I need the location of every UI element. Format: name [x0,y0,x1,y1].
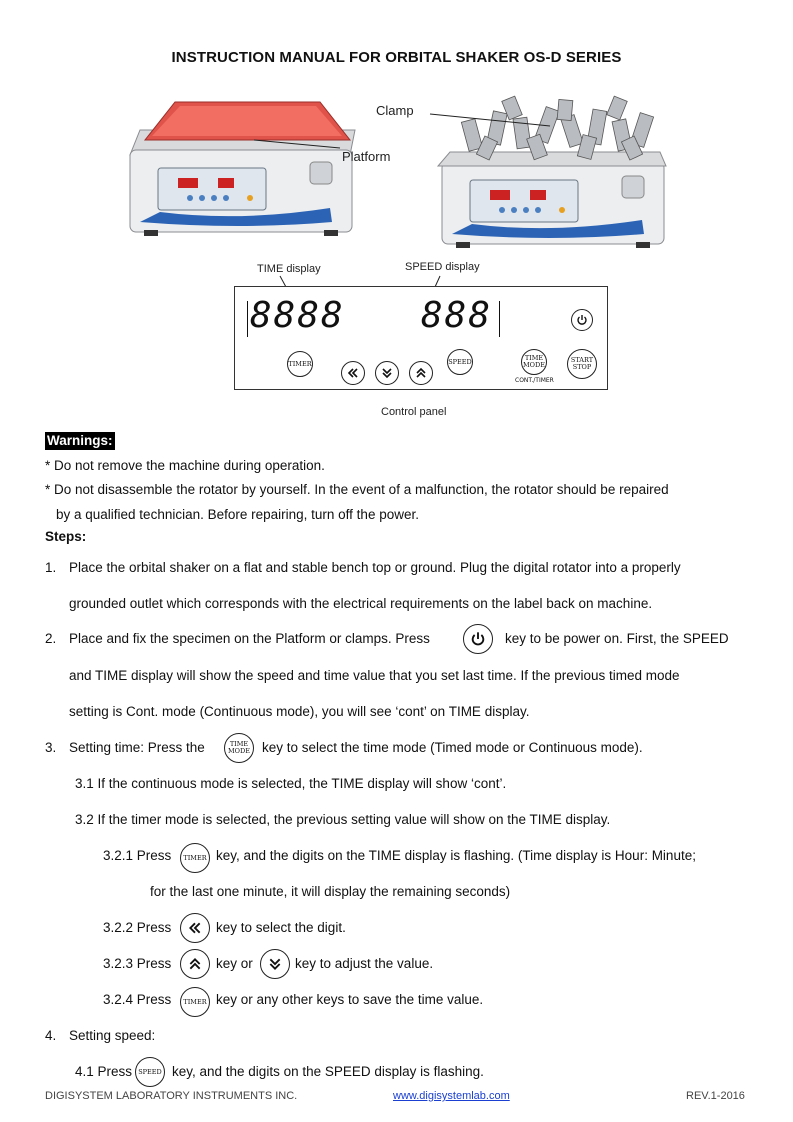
speed-display-label: SPEED display [405,261,480,273]
step-3-2-1-continued: for the last one minute, it will display the remaining seconds) [150,884,511,899]
step-number: 2. [45,631,57,646]
step-3-2-3: key to adjust the value. [295,956,434,971]
inline-timer-key: TIMER [180,843,210,873]
time-display-label: TIME display [257,263,321,275]
step-number: 1. [45,560,57,575]
page-title: INSTRUCTION MANUAL FOR ORBITAL SHAKER OS-D SERIES [171,49,622,66]
inline-timer-key: TIMER [180,987,210,1017]
step-4-1: key, and the digits on the SPEED display is flashing. [172,1064,484,1079]
warnings-heading: Warnings: [47,433,113,448]
double-chevron-up-icon [415,367,427,379]
shaker-with-platform-image [130,102,355,236]
step-3-2-3: key or [216,956,253,971]
step-3-1: 3.1 If the continuous mode is selected, the TIME display will show ‘cont’. [75,776,507,791]
step-3-2-1: 3.2.1 Press [103,848,172,863]
step-2-line: setting is Cont. mode (Continuous mode), you will see ‘cont’ on TIME display. [69,704,530,719]
platform-label: Platform [342,149,391,164]
step-3-2-1: key, and the digits on the TIME display is flashing. (Time display is Hour: Minute; [216,848,696,863]
step-3-2-2: key to select the digit. [216,920,346,935]
step-3-2-4: 3.2.4 Press [103,992,172,1007]
steps-heading: Steps: [45,529,87,544]
step-3-2-2: 3.2.2 Press [103,920,172,935]
time-display: 8888 [250,295,345,336]
footer-company: DIGISYSTEM LABORATORY INSTRUMENTS INC. [45,1090,298,1102]
double-chevron-up-icon [188,957,202,971]
down-button[interactable] [375,361,399,385]
step-3-line: Setting time: Press the [69,740,205,755]
step-2-line: Place and fix the specimen on the Platform or clamps. Press [69,631,430,646]
double-chevron-left-icon [188,921,202,935]
footer-url-link[interactable]: www.digisystemlab.com [393,1090,510,1102]
step-2-line: and TIME display will show the speed and time value that you set last time. If the previous timed mode [69,668,680,683]
warning-item: * Do not disassemble the rotator by yourself. In the event of a malfunction, the rotator should be repaired [45,482,669,497]
step-3-2: 3.2 If the timer mode is selected, the previous setting value will show on the TIME display. [75,812,611,827]
footer-revision: REV.1-2016 [686,1090,745,1102]
control-panel [234,286,608,390]
inline-time-mode-key: TIME MODE [224,733,254,763]
warning-item: * Do not remove the machine during operation. [45,458,325,473]
speed-button[interactable]: SPEED [447,349,473,375]
step-2-line: key to be power on. First, the SPEED [505,631,729,646]
power-icon [470,631,486,647]
double-chevron-left-icon [347,367,359,379]
up-button[interactable] [409,361,433,385]
inline-power-key [463,624,493,654]
shaker-with-clamps-image [438,96,666,248]
time-mode-button[interactable]: TIME MODE [521,349,547,375]
step-number: 4. [45,1028,57,1043]
clamp-label: Clamp [376,103,414,118]
start-stop-button[interactable]: START STOP [567,349,597,379]
power-icon [576,314,588,326]
inline-down-key [260,949,290,979]
step-3-line: key to select the time mode (Timed mode or Continuous mode). [262,740,643,755]
shift-button[interactable] [341,361,365,385]
step-number: 3. [45,740,57,755]
step-4-1: 4.1 Press [75,1064,133,1079]
cont-timer-label: CONT./TIMER [515,377,554,384]
inline-up-key [180,949,210,979]
warning-item-continued: by a qualified technician. Before repairing, turn off the power. [56,507,419,522]
step-1-line: Place the orbital shaker on a flat and stable bench top or ground. Plug the digital rotator into a properly [69,560,681,575]
step-3-2-3: 3.2.3 Press [103,956,172,971]
inline-speed-key: SPEED [135,1057,165,1087]
step-1-line: grounded outlet which corresponds with the electrical requirements on the label back on machine. [69,596,653,611]
power-button[interactable] [571,309,593,331]
step-3-2-4: key or any other keys to save the time value. [216,992,484,1007]
inline-shift-key [180,913,210,943]
timer-button[interactable]: TIMER [287,351,313,377]
step-4-line: Setting speed: [69,1028,156,1043]
double-chevron-down-icon [381,367,393,379]
double-chevron-down-icon [268,957,282,971]
control-panel-caption: Control panel [381,406,447,418]
speed-display: 888 [421,295,493,336]
